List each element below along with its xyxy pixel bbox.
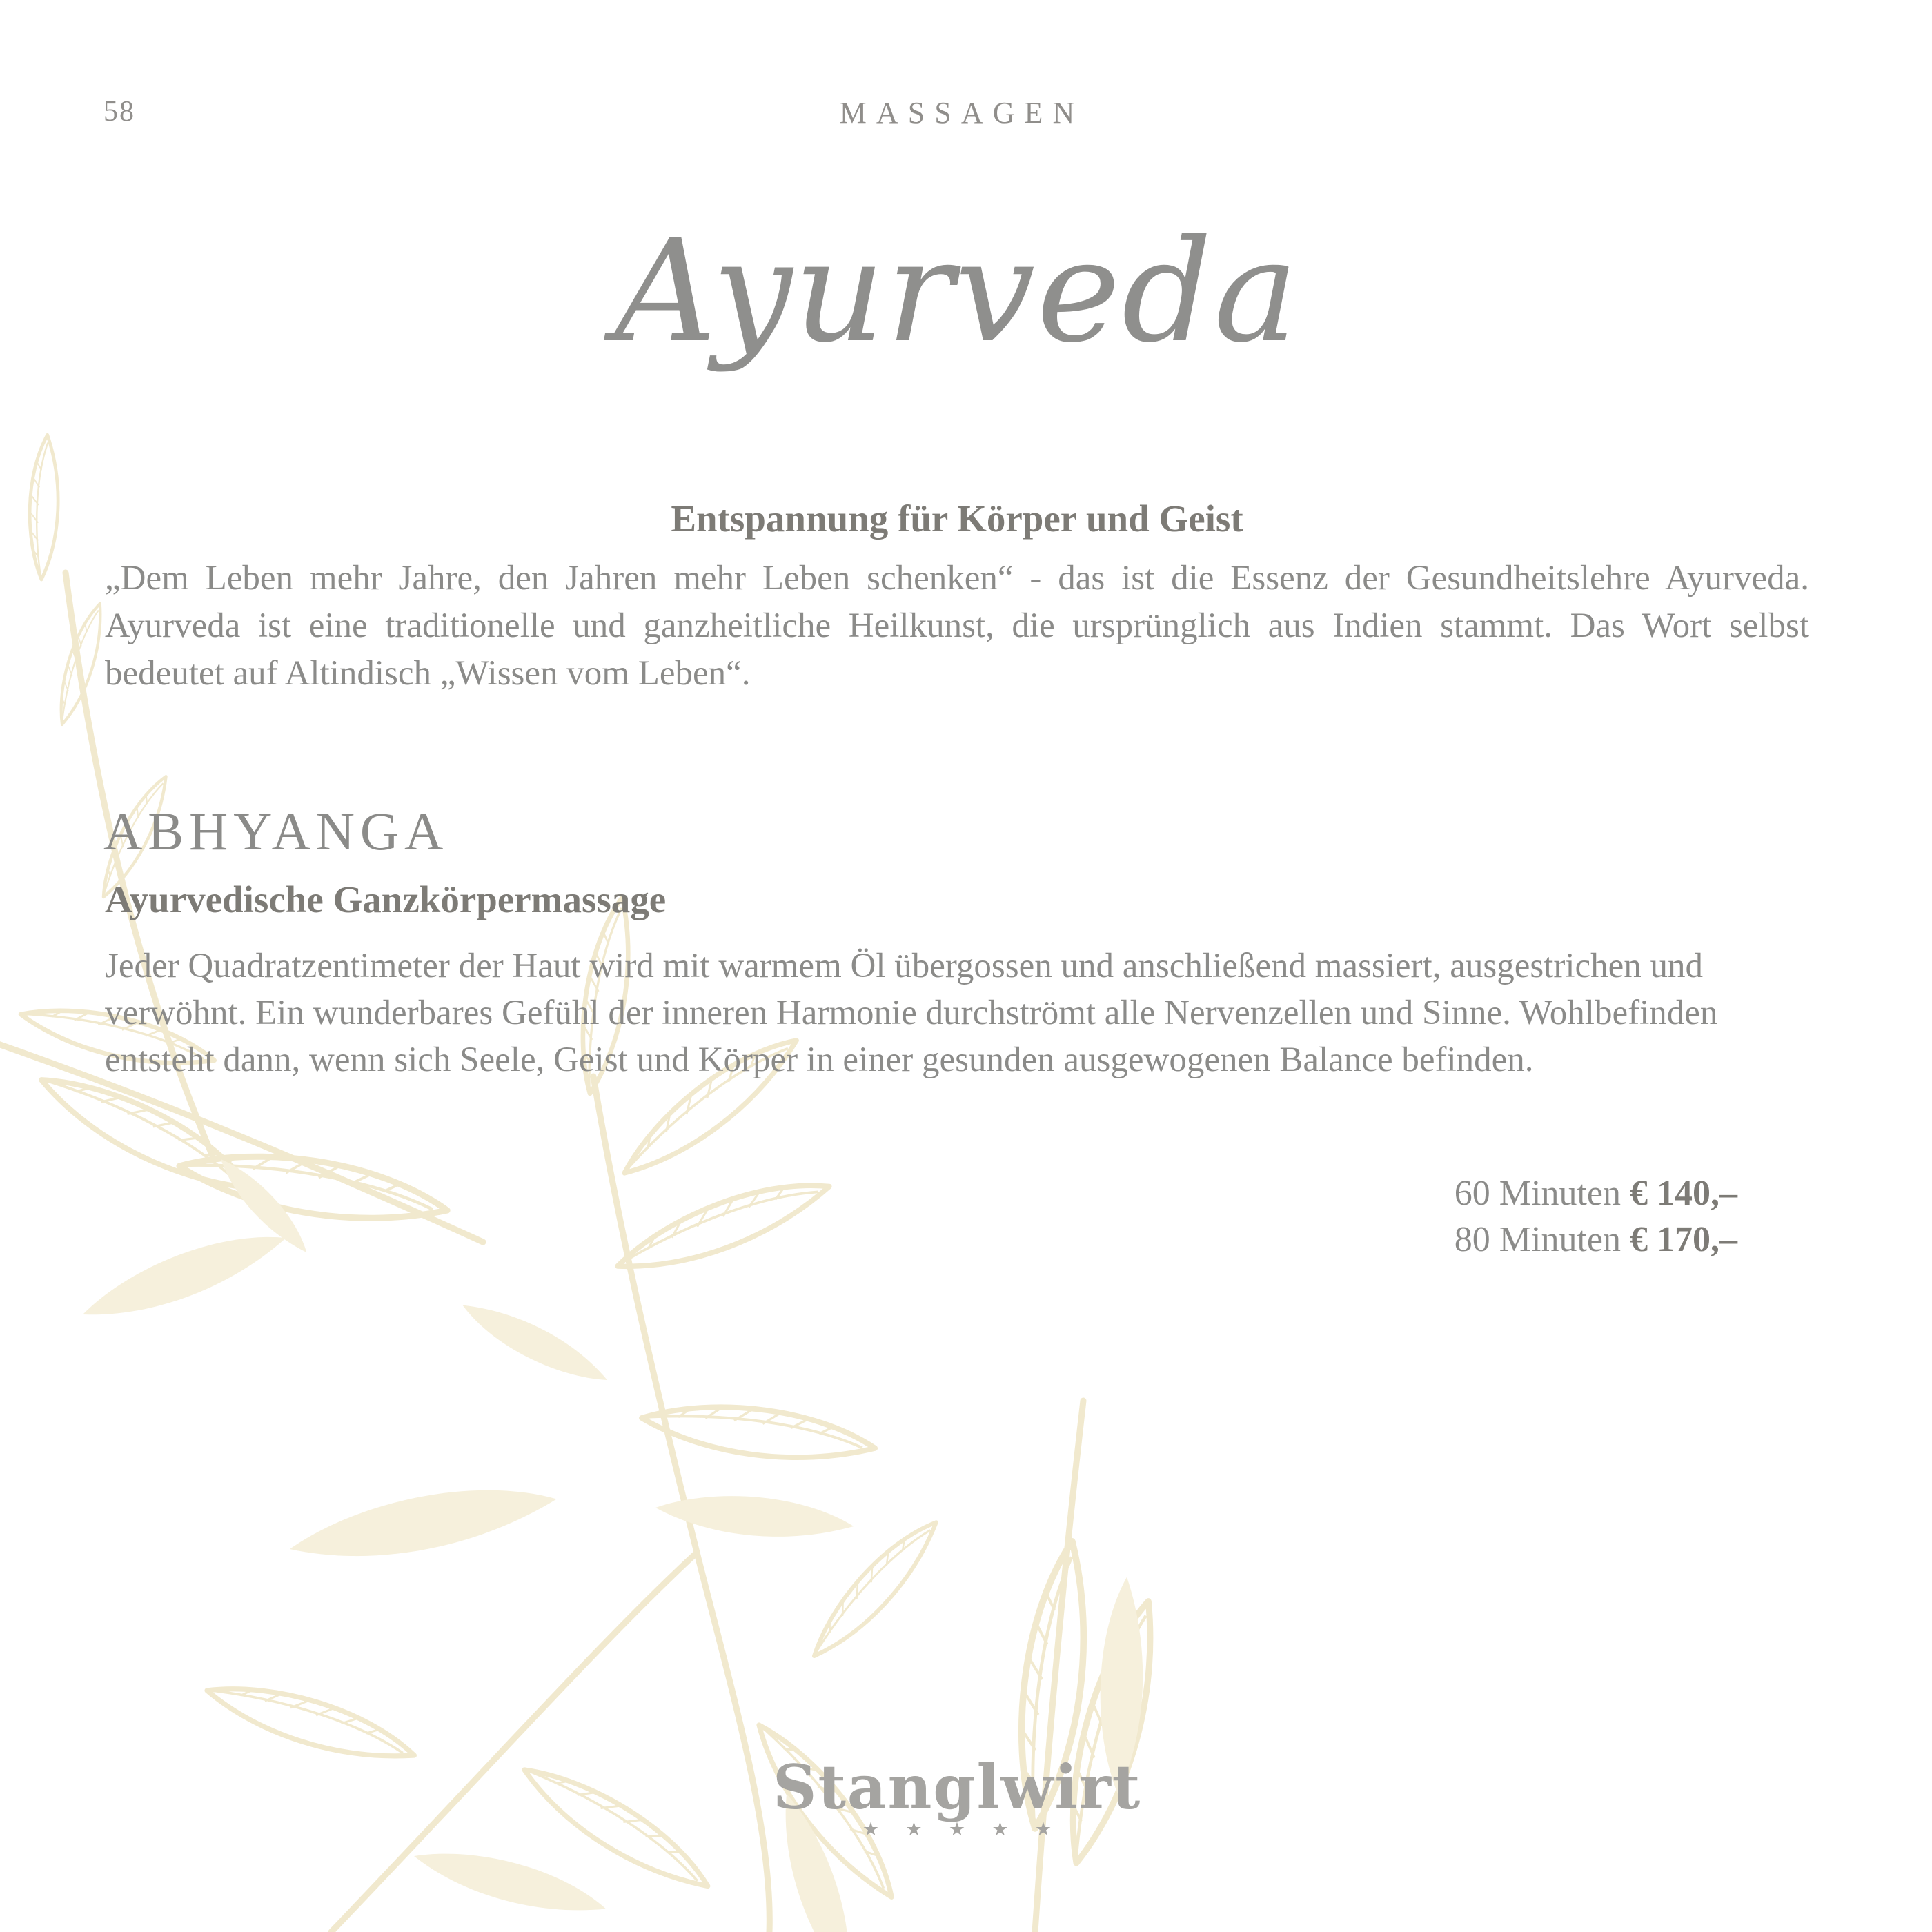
treatment-subtitle: Ayurvedische Ganzkörpermassage xyxy=(105,878,667,920)
price-duration: 80 Minuten xyxy=(1454,1220,1621,1259)
intro-paragraph: „Dem Leben mehr Jahre, den Jahren mehr Leben schenken“ - das ist die Essenz der Gesundheitslehre Ayurveda. Ayurveda ist eine traditionelle und ganzheitliche Heilkunst, die ursprünglich aus Indien stammt. Das Wort selbst bedeutet auf Altindisch „Wissen vom Leben“. xyxy=(105,559,1809,693)
intro-heading: Entspannung für Körper und Geist xyxy=(671,497,1243,540)
price-amount: € 170,– xyxy=(1630,1220,1737,1259)
treatment-name: ABHYANGA xyxy=(103,801,449,861)
price-row xyxy=(1455,1216,1737,1263)
price-duration: 60 Minuten xyxy=(1454,1174,1621,1213)
page-title: Ayurveda xyxy=(614,210,1300,374)
stanglwirt-logo: Stanglwirt xyxy=(773,1751,1141,1823)
five-stars-icon: ★ ★ ★ ★ ★ xyxy=(862,1819,1062,1840)
price-row xyxy=(1455,1170,1737,1216)
section-title: MASSAGEN xyxy=(839,96,1085,130)
page-number: 58 xyxy=(103,96,135,128)
price-amount: € 140,– xyxy=(1630,1174,1737,1213)
treatment-description: Jeder Quadratzentimeter der Haut wird mit warmem Öl übergossen und anschließend massiert, ausgestrichen und verwöhnt. Ein wunderbares Gefühl der inneren Harmonie durchströmt alle Nervenzellen und Sinne. Wohlbefinden entsteht dann, wenn sich Seele, Geist und Körper in einer gesunden ausgewogenen Balance befinden. xyxy=(105,947,1718,1079)
price-list xyxy=(1455,1170,1737,1263)
